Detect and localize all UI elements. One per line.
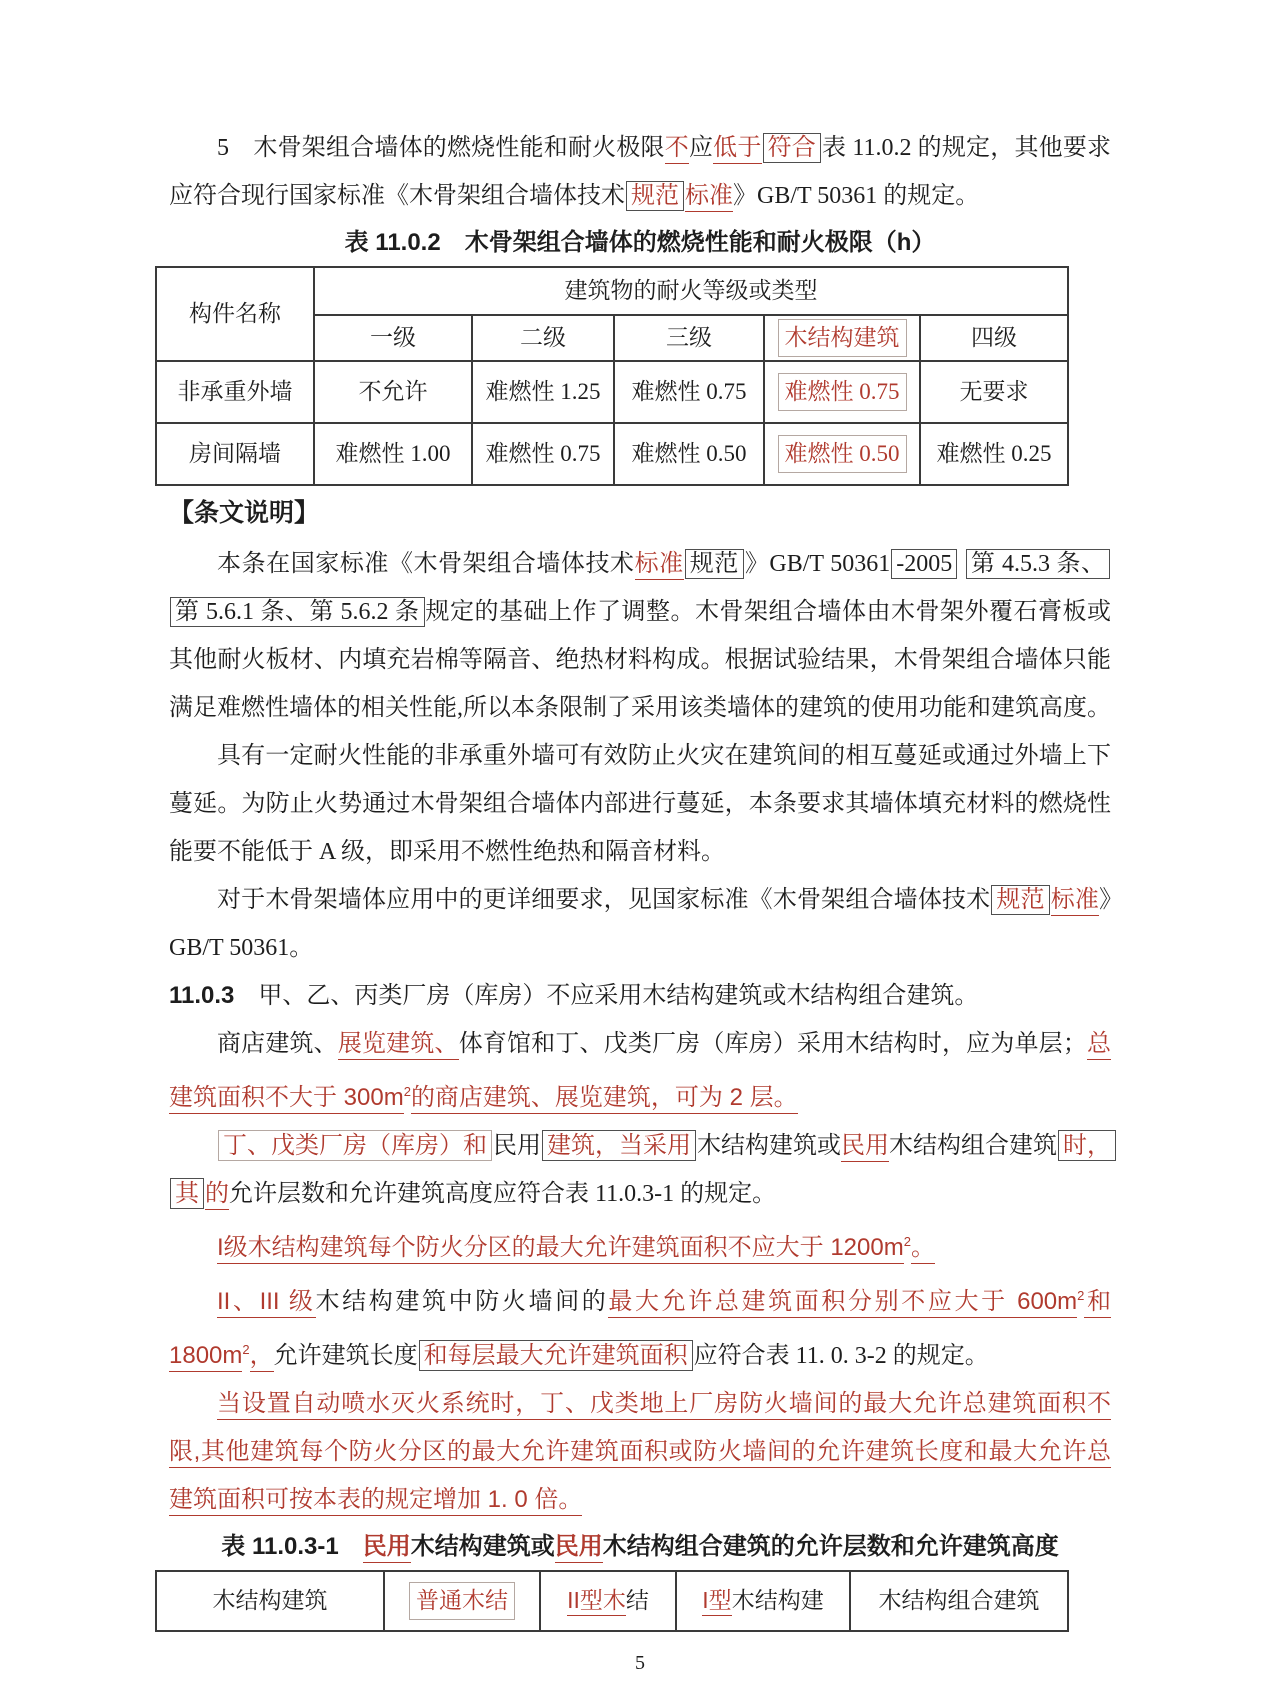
text-segment: 》GB/T 50361 的规定。 xyxy=(733,183,980,209)
inserted-text: 标准 xyxy=(1051,887,1099,916)
table-cell xyxy=(920,361,1068,423)
text-segment: 木结构建筑 xyxy=(212,1587,328,1614)
text-segment: 难燃性 0.25 xyxy=(936,441,1052,467)
text-segment: 表 11.0.2 木骨架组合墙体的燃烧性能和耐火极限（h） xyxy=(344,229,936,256)
table-11-0-2-title xyxy=(169,220,1111,266)
inserted-text: I级木结构建筑每个防火分区的最大允许建筑面积不应大于 1200m xyxy=(217,1234,904,1264)
table-11-0-3-1-title xyxy=(169,1524,1111,1570)
text-segment: 无要求 xyxy=(959,379,1029,405)
text-segment: 三级 xyxy=(666,325,712,351)
inserted-text: ， xyxy=(250,1342,274,1372)
inserted-text: 低于 xyxy=(713,135,761,164)
text-segment: 难燃性 0.75 xyxy=(631,379,747,405)
clause-11-0-3-para-5 xyxy=(169,1272,1111,1380)
inserted-text: 2 xyxy=(242,1342,250,1357)
inserted-text: 和 xyxy=(1084,1288,1111,1318)
inserted-text: I型 xyxy=(702,1587,731,1616)
text-segment: 对于木骨架墙体应用中的更详细要求，见国家标准《木骨架组合墙体技术 xyxy=(217,887,991,913)
deleted-text: 第 5.6.1 条、第 5.6.2 条 xyxy=(170,597,425,627)
deleted-text: 规范 xyxy=(991,885,1049,915)
inserted-text: 最大允许总建筑面积分别不应大于 600m xyxy=(608,1288,1077,1318)
table-cell xyxy=(156,1571,384,1631)
text-segment: 木结构组合建筑的允许层数和允许建筑高度 xyxy=(602,1533,1059,1560)
table-cell xyxy=(850,1571,1068,1631)
inserted-text: 当设置自动喷水灭火系统时，丁、戊类地上厂房防火墙间的最大允许总建筑面积不限,其他建筑每个防火分区的最大允许建筑面积或防火墙间的允许建筑长度和最大允许总建筑面积可按本表的规定增加 1. 0 倍。 xyxy=(169,1390,1111,1516)
deleted-text: 规范 xyxy=(626,181,684,211)
table-cell xyxy=(314,361,472,423)
text-segment: 不允许 xyxy=(358,379,428,405)
deleted-text: 规范 xyxy=(685,549,744,579)
commentary-paragraph-2 xyxy=(169,732,1111,876)
deleted-text: -2005 xyxy=(891,549,957,579)
inserted-text: 民用 xyxy=(555,1533,603,1563)
inserted-text: 的商店建筑、展览建筑，可为 2 层。 xyxy=(411,1084,798,1114)
text-segment: 应符合表 11. 0. 3-2 的规定。 xyxy=(693,1343,989,1369)
text-segment: 具有一定耐火性能的非承重外墙可有效防止火灾在建筑间的相互蔓延或通过外墙上下蔓延。为防止火势通过木骨架组合墙体内部进行蔓延，本条要求其墙体填充材料的燃烧性能要不能低于 A 级，即采用不燃性绝热和隔音材料。 xyxy=(169,743,1111,865)
row-label: 房间隔墙 xyxy=(156,423,314,485)
table-cell xyxy=(614,361,764,423)
document-content xyxy=(169,0,1111,1632)
inserted-text: 标准 xyxy=(685,183,733,212)
table-span-header: 建筑物的耐火等级或类型 xyxy=(314,267,1068,315)
text-segment: 表 11.0.2 的规定，其他要求应符合现行国家标准《木骨架组合墙体技术 xyxy=(169,135,1112,209)
table-cell xyxy=(676,1571,850,1631)
text-segment: 应 xyxy=(688,135,714,161)
table-cell xyxy=(384,1571,540,1631)
text-segment: 表 11.0.3-1 xyxy=(221,1533,363,1560)
text-segment: 11.0.3 xyxy=(169,982,235,1009)
clause-11-0-3-para-3 xyxy=(169,1122,1111,1218)
table-cell xyxy=(920,423,1068,485)
text-segment: 5 木骨架组合墙体的燃烧性能和耐火极限 xyxy=(217,135,665,161)
text-segment xyxy=(958,551,965,577)
text-segment: 难燃性 1.00 xyxy=(335,441,451,467)
row-label: 非承重外墙 xyxy=(156,361,314,423)
text-segment: 本条在国家标准《木骨架组合墙体技术 xyxy=(217,551,635,577)
inserted-text: 2 xyxy=(1077,1288,1085,1303)
inserted-text: 民用 xyxy=(363,1533,411,1563)
table-grade-header xyxy=(764,315,920,361)
text-segment: 木结构建 xyxy=(731,1587,824,1614)
table-cell xyxy=(764,361,920,423)
text-segment: 》GB/T 50361。 xyxy=(169,887,1112,961)
deleted-text: 难燃性 0.75 xyxy=(778,373,907,410)
deleted-text: 时，其 xyxy=(170,1130,1116,1209)
table-cell xyxy=(614,423,764,485)
table-cell xyxy=(314,423,472,485)
clause-11-0-3-para-2 xyxy=(169,1020,1111,1122)
text-segment: 商店建筑、 xyxy=(217,1031,338,1057)
deleted-text: 建筑，当采用 xyxy=(542,1130,696,1161)
table-corner-header: 构件名称 xyxy=(156,267,314,361)
text-segment: 四级 xyxy=(971,325,1017,351)
table-grade-header xyxy=(614,315,764,361)
inserted-text: 。 xyxy=(911,1234,935,1264)
text-segment: 【条文说明】 xyxy=(169,499,320,527)
deleted-text: 和每层最大允许建筑面积 xyxy=(419,1340,693,1371)
deleted-text: 符合 xyxy=(763,133,821,163)
text-segment: 木结构建筑或 xyxy=(697,1133,841,1159)
table-row xyxy=(156,1571,1068,1631)
table-row xyxy=(156,423,1068,485)
table-11-0-2 xyxy=(155,266,1069,486)
table-cell xyxy=(472,423,614,485)
inserted-text: II型木 xyxy=(567,1587,626,1616)
text-segment: 甲、乙、丙类厂房（库房）不应采用木结构建筑或木结构组合建筑。 xyxy=(234,982,979,1009)
clause-11-0-3-para-4 xyxy=(169,1218,1111,1272)
table-cell xyxy=(540,1571,676,1631)
text-segment: 允许建筑长度 xyxy=(273,1343,418,1369)
table-row xyxy=(156,361,1068,423)
text-segment: 规定的基础上作了调整。木骨架组合墙体由木骨架外覆石膏板或其他耐火板材、内填充岩棉等隔音、绝热材料构成。根据试验结果，木骨架组合墙体只能满足难燃性墙体的相关性能,所以本条限制了采用该类墙体的建筑的使用功能和建筑高度。 xyxy=(169,599,1111,721)
deleted-text: 木结构建筑 xyxy=(778,319,907,356)
table-grade-header xyxy=(472,315,614,361)
table-grade-header xyxy=(314,315,472,361)
text-segment: 木结构组合建筑 xyxy=(889,1133,1057,1159)
text-segment: 木结构建筑或 xyxy=(410,1533,555,1560)
text-segment: 体育馆和丁、戊类厂房（库房）采用木结构时，应为单层； xyxy=(458,1031,1087,1057)
text-segment: 允许层数和允许建筑高度应符合表 11.0.3-1 的规定。 xyxy=(229,1181,777,1207)
clause-11-0-3-paragraph xyxy=(169,972,1111,1020)
commentary-heading xyxy=(169,486,1111,540)
inserted-text: 总建筑面积不大于 300m xyxy=(169,1030,1111,1114)
deleted-text: 普通木结 xyxy=(409,1582,515,1619)
text-segment: 难燃性 0.50 xyxy=(631,441,747,467)
inserted-text: II、III 级 xyxy=(217,1288,316,1318)
table-grade-header xyxy=(920,315,1068,361)
text-segment: 结 xyxy=(625,1587,649,1614)
clause-11-0-3-para-6 xyxy=(169,1380,1111,1524)
clause-5-paragraph xyxy=(169,124,1111,220)
commentary-paragraph-3 xyxy=(169,876,1111,972)
inserted-text: 展览建筑、 xyxy=(338,1031,459,1060)
table-cell xyxy=(764,423,920,485)
inserted-text: 2 xyxy=(903,1234,911,1249)
deleted-text: 第 4.5.3 条、 xyxy=(966,549,1110,579)
text-segment: 一级 xyxy=(370,325,416,351)
inserted-text: 标准 xyxy=(635,551,684,580)
text-segment: 》GB/T 50361 xyxy=(744,551,891,577)
table-11-0-3-1 xyxy=(155,1570,1069,1632)
deleted-text: 难燃性 0.50 xyxy=(778,435,907,472)
inserted-text: 民用 xyxy=(841,1133,889,1162)
deleted-text: 丁、戊类厂房（库房）和 xyxy=(218,1130,492,1161)
text-segment: 二级 xyxy=(520,325,566,351)
inserted-text: 的 xyxy=(205,1181,229,1210)
text-segment: 木结构建筑中防火墙间的 xyxy=(315,1289,609,1315)
inserted-text: 1800m xyxy=(169,1342,242,1372)
text-segment: 难燃性 1.25 xyxy=(485,379,601,405)
table-cell xyxy=(472,361,614,423)
text-segment: 难燃性 0.75 xyxy=(485,441,601,467)
inserted-text: 不 xyxy=(665,135,689,164)
commentary-paragraph-1 xyxy=(169,540,1111,732)
text-segment: 木结构组合建筑 xyxy=(878,1587,1040,1614)
page-number: 5 xyxy=(635,1652,645,1674)
text-segment: 民用 xyxy=(493,1133,541,1159)
inserted-text: 2 xyxy=(403,1084,411,1099)
